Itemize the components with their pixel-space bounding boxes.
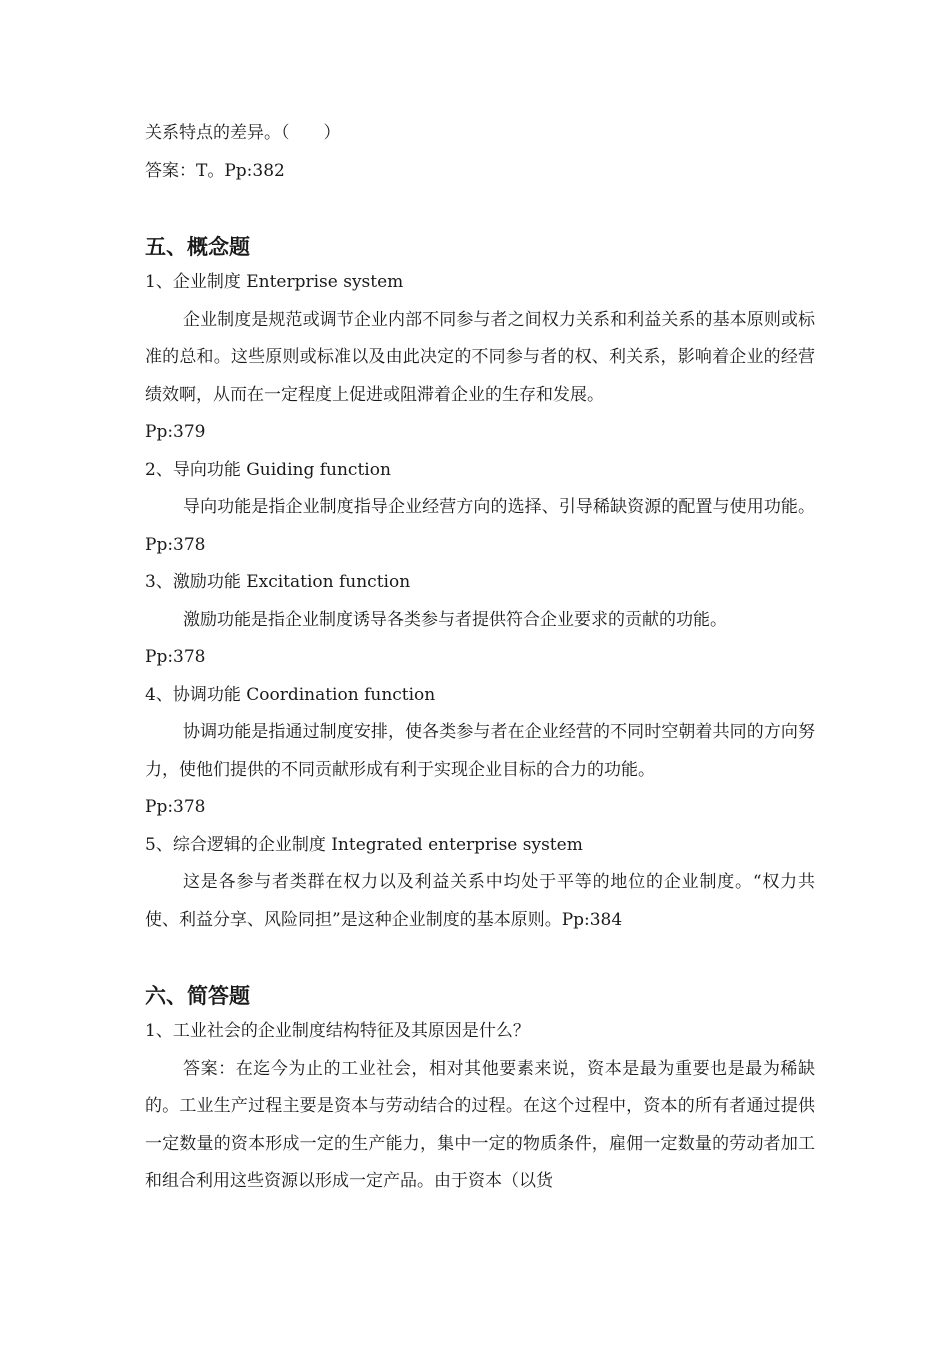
concept-title: 2、导向功能 Guiding function (145, 459, 391, 480)
concept-title: 3、激励功能 Excitation function (145, 572, 411, 592)
concept-title: 5、综合逻辑的企业制度 Integrated enterprise system (145, 834, 583, 855)
short-answer-body: 答案：在迄今为止的工业社会，相对其他要素来说，资本是最为重要也是最为稀缺的。工业生产过程主要是资本与劳动结合的过程。在这个过程中，资本的所有者通过提供一定数量的资本形成一定的生产能力，集中一定的物质条件，雇佣一定数量的劳动者加工和组合利用这些资源以形成一定产品。由于资本（以货 (145, 1058, 815, 1191)
concept-title: 4、协调功能 Coordination function (145, 684, 436, 705)
concept-body: 这是各参与者类群在权力以及利益关系中均处于平等的地位的企业制度。“权力共使、利益分享、风险同担”是这种企业制度的基本原则。Pp:384 (145, 872, 815, 930)
answer-line: 答案：T。Pp:382 (145, 160, 285, 181)
concept-title: 1、企业制度 Enterprise system (145, 272, 404, 292)
page-ref: Pp:379 (145, 422, 206, 442)
question-tail: 关系特点的差异。（ ） (145, 123, 341, 143)
spacer (145, 939, 815, 979)
section-heading-concepts: 五、概念题 (145, 235, 250, 259)
concept-body: 协调功能是指通过制度安排，使各类参与者在企业经营的不同时空朝着共同的方向努力，使他们提供的不同贡献形成有利于实现企业目标的合力的功能。 (145, 722, 815, 780)
concept-body: 企业制度是规范或调节企业内部不同参与者之间权力关系和利益关系的基本原则或标准的总和。这些原则或标准以及由此决定的不同参与者的权、利关系，影响着企业的经营绩效啊，从而在一定程度上促进或阻滞着企业的生存和发展。 (145, 309, 815, 405)
section-heading-short-answer: 六、简答题 (145, 984, 250, 1008)
short-answer-question: 1、工业社会的企业制度结构特征及其原因是什么？ (145, 1021, 530, 1041)
page-ref: Pp:378 (145, 647, 206, 667)
spacer (145, 190, 815, 230)
concept-body: 激励功能是指企业制度诱导各类参与者提供符合企业要求的贡献的功能。 (183, 609, 727, 630)
page-ref: Pp:378 (145, 797, 206, 817)
concept-body: 导向功能是指企业制度指导企业经营方向的选择、引导稀缺资源的配置与使用功能。Pp:378 (145, 497, 815, 555)
page-content (145, 115, 815, 1201)
